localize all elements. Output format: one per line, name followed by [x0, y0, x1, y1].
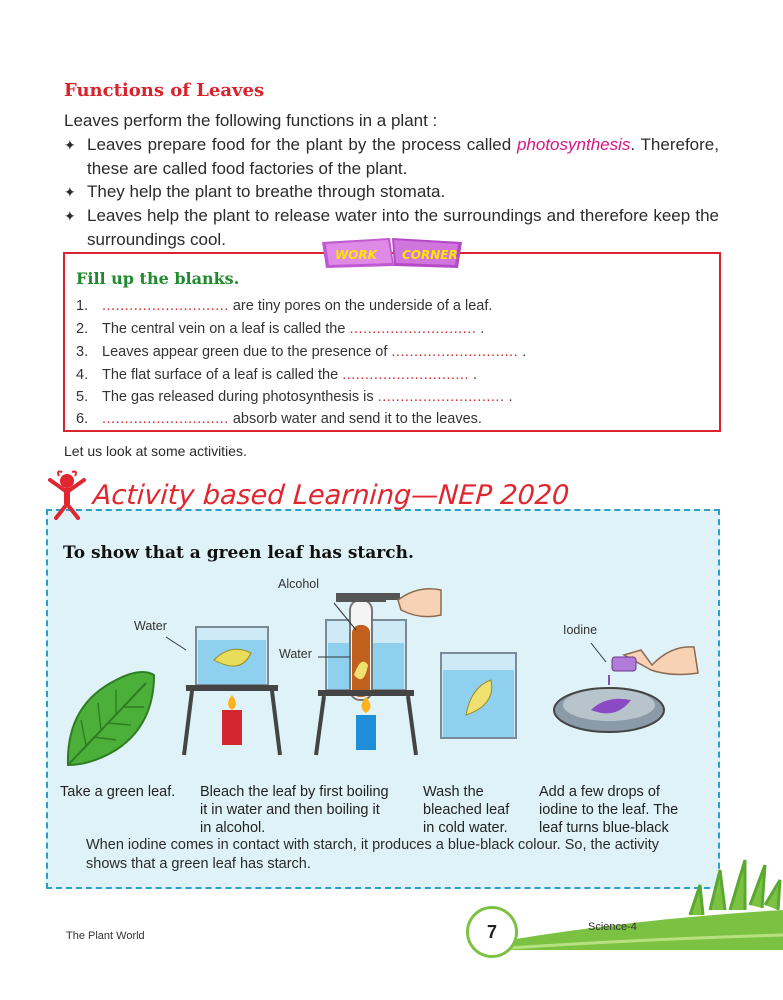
lets-look-text: Let us look at some activities. [64, 443, 247, 459]
blank-field: ............................ [391, 344, 519, 360]
question-item: 1. ............................ are tiny pores on the underside of a leaf. [76, 298, 493, 314]
blank-field: ............................ [102, 298, 229, 314]
child-mascot-icon [44, 468, 90, 520]
fill-blanks-title: Fill up the blanks. [76, 269, 240, 288]
bullet-item [64, 133, 719, 181]
water-label: Water [134, 619, 167, 633]
intro-text: Leaves perform the following functions in a plant : [64, 111, 438, 130]
section-title: Functions of Leaves [64, 80, 265, 101]
work-corner-badge [322, 236, 464, 270]
activity-illustration [46, 565, 716, 780]
blank-field: ............................ [377, 389, 505, 405]
alcohol-boiling-setup-icon [316, 589, 441, 755]
bullet-item [64, 180, 719, 204]
highlight-term: photosynthesis [516, 135, 631, 154]
footer-book-title: The Plant World [66, 930, 145, 942]
caption-step-4: Add a few drops of iodine to the leaf. The leaf turns blue-black [539, 784, 679, 836]
star-bullet-icon: ✦ [64, 208, 76, 224]
work-badge-text: WORK [335, 248, 377, 262]
caption-step-2: Bleach the leaf by first boiling it in water and then boiling it in alcohol. [200, 784, 389, 836]
star-bullet-icon: ✦ [64, 137, 76, 153]
question-item: 6. ............................ absorb water and send it to the leaves. [76, 411, 482, 427]
blank-field: ............................ [349, 321, 477, 337]
green-leaf-icon [68, 672, 154, 765]
activity-subtitle: To show that a green leaf has starch. [63, 543, 414, 563]
alcohol-label: Alcohol [278, 577, 319, 591]
activity-conclusion: When iodine comes in contact with starch, it produces a blue-black colour. So, the activity shows that a green leaf has starch. [86, 837, 660, 872]
iodine-dish-icon [554, 643, 698, 732]
corner-badge-text: CORNER [402, 248, 458, 262]
question-item: 4. The flat surface of a leaf is called the ............................ . [76, 367, 478, 383]
question-item: 3. Leaves appear green due to the presence of ............................ . [76, 344, 527, 360]
footer-subject: Science-4 [588, 921, 637, 933]
blank-field: ............................ [102, 411, 229, 427]
bullet-text: . Therefore, these are called food factories of the plant. [87, 135, 719, 178]
caption-step-1: Take a green leaf. [60, 784, 176, 800]
bullet-text: They help the plant to breathe through stomata. [87, 182, 446, 201]
bullet-text: Leaves help the plant to release water into the surroundings and therefore keep the surroundings cool. [87, 206, 719, 249]
page-number: 7 [466, 906, 518, 958]
caption-step-3: Wash the bleached leaf in cold water. [423, 784, 510, 836]
activity-title: Activity based Learning—NEP 2020 [91, 480, 571, 511]
question-item: 2. The central vein on a leaf is called the ............................ . [76, 321, 485, 337]
iodine-label: Iodine [563, 623, 598, 637]
question-item: 5. The gas released during photosynthesis is ............................ . [76, 389, 513, 405]
bullet-text: Leaves prepare food for the plant by the process called [87, 135, 517, 154]
star-bullet-icon: ✦ [64, 184, 76, 200]
water-label: Water [279, 647, 312, 661]
cold-water-beaker-icon [441, 653, 516, 738]
blank-field: ............................ [342, 367, 469, 383]
water-beaker-on-stand-icon [166, 627, 280, 755]
